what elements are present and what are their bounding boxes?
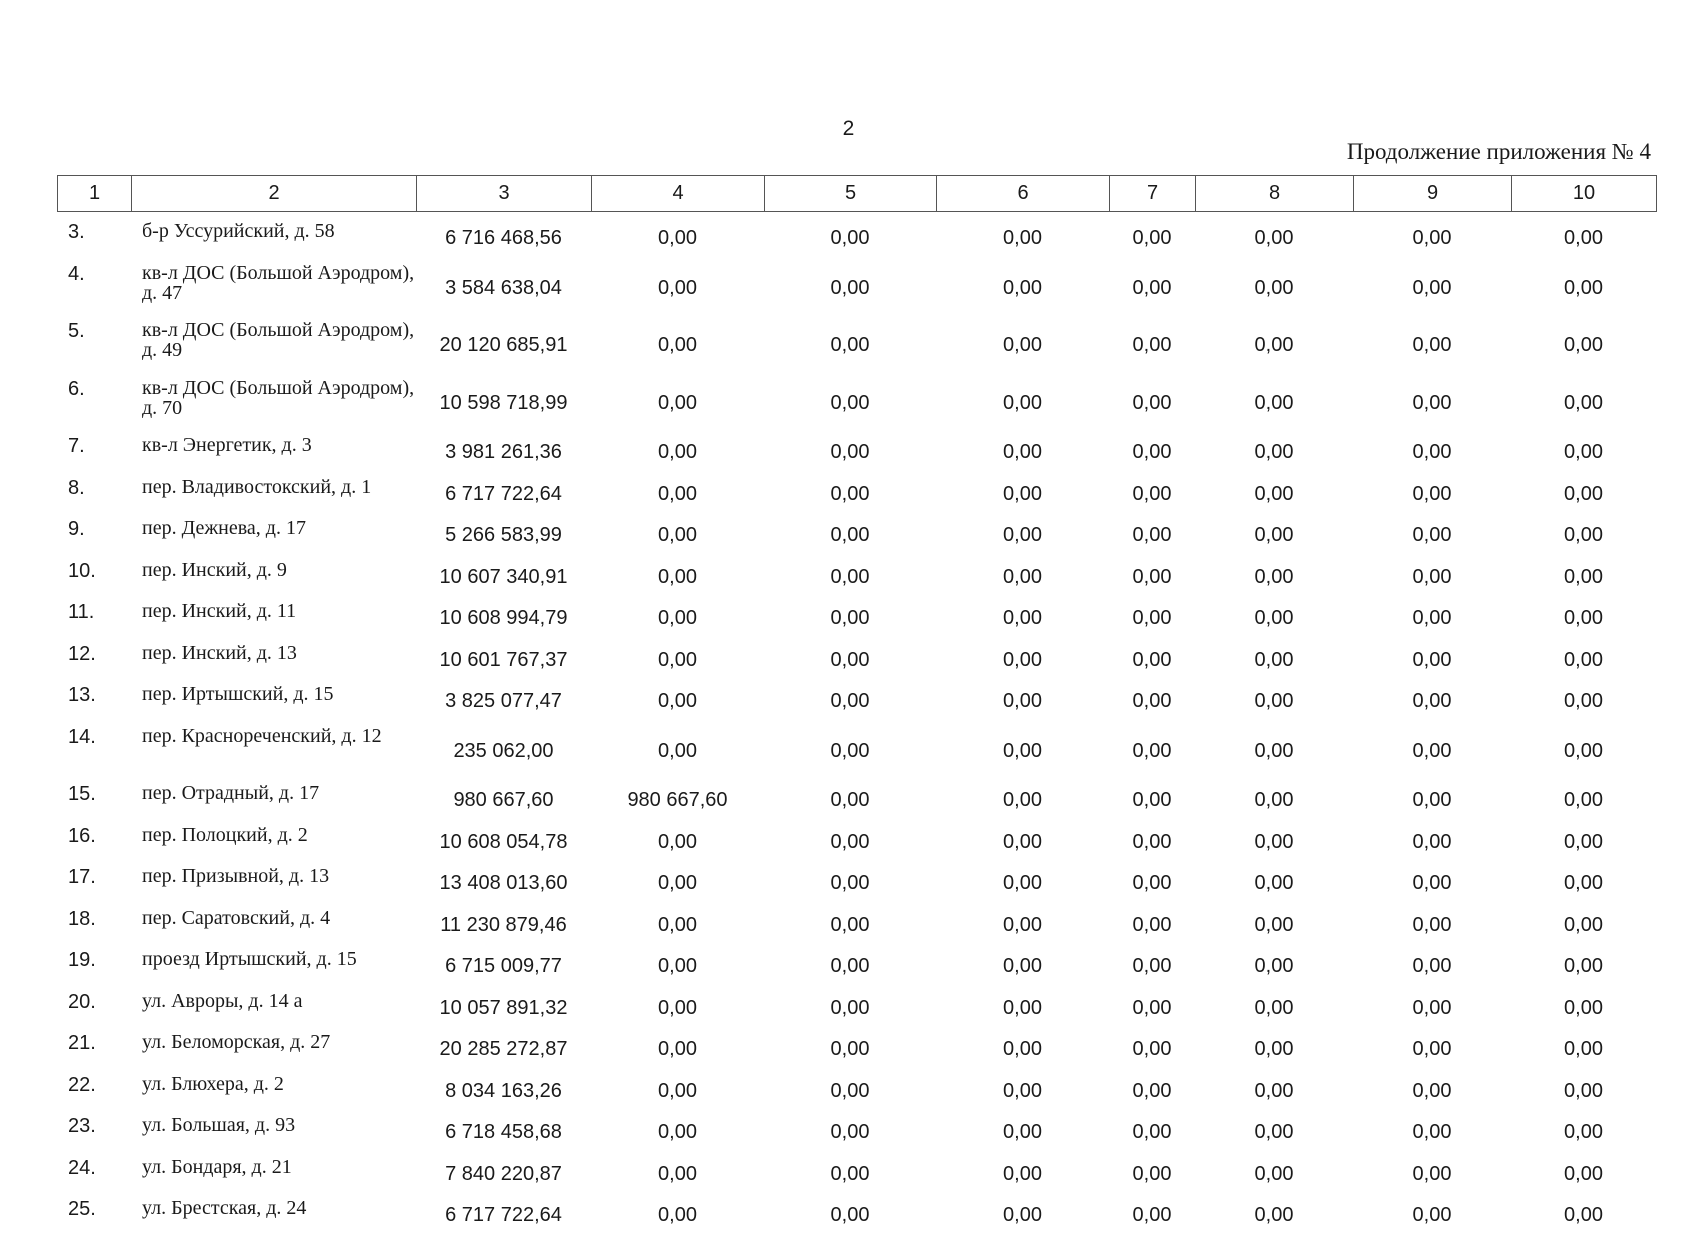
row-value: 0,00 — [1564, 739, 1603, 762]
row-value: 0,00 — [1564, 955, 1603, 978]
row-value: 0,00 — [1254, 789, 1294, 812]
row-value: 10 608 994,79 — [439, 607, 568, 630]
row-value: 0,00 — [1132, 830, 1172, 853]
table-row — [57, 216, 1656, 258]
table-row — [57, 944, 1656, 986]
row-value: 0,00 — [1564, 482, 1603, 505]
row-value: 3 825 077,47 — [445, 690, 562, 713]
row-value: 0,00 — [1132, 913, 1172, 936]
table-row — [57, 373, 1656, 431]
row-value: 0,00 — [830, 441, 870, 464]
row-number: 5. — [68, 320, 85, 342]
row-address: пер. Отрадный, д. 17 — [142, 782, 320, 804]
row-value: 0,00 — [1132, 1121, 1172, 1144]
row-value: 0,00 — [1564, 1121, 1603, 1144]
row-value: 0,00 — [1564, 789, 1603, 812]
row-value: 0,00 — [1132, 1162, 1172, 1185]
row-address: кв-л ДОС (Большой Аэродром), д. 49 — [142, 319, 415, 361]
row-value: 0,00 — [1254, 1204, 1294, 1227]
table-row — [57, 596, 1656, 638]
row-value: 0,00 — [1254, 872, 1294, 895]
column-header-row — [58, 176, 1657, 212]
row-value: 0,00 — [1254, 996, 1294, 1019]
row-value: 0,00 — [830, 227, 870, 250]
table-row — [57, 430, 1656, 472]
row-value: 0,00 — [1412, 955, 1452, 978]
row-value: 0,00 — [1254, 1079, 1294, 1102]
row-value: 0,00 — [1254, 565, 1294, 588]
row-value: 0,00 — [1564, 830, 1603, 853]
row-address: пер. Призывной, д. 13 — [142, 865, 330, 887]
row-value: 0,00 — [1564, 334, 1603, 357]
row-value: 0,00 — [1003, 1204, 1042, 1227]
row-number: 14. — [68, 725, 96, 748]
row-value: 0,00 — [1412, 334, 1452, 357]
row-value: 11 230 879,46 — [440, 913, 567, 936]
row-value: 0,00 — [1003, 334, 1042, 357]
row-address: ул. Беломорская, д. 27 — [142, 1031, 331, 1053]
row-value: 0,00 — [830, 1162, 870, 1185]
row-value: 0,00 — [1254, 441, 1294, 464]
row-value: 0,00 — [830, 830, 870, 853]
row-value: 0,00 — [1003, 1079, 1042, 1102]
table-row — [57, 820, 1656, 862]
row-value: 5 266 583,99 — [445, 524, 562, 547]
row-value: 0,00 — [1003, 391, 1042, 414]
row-value: 0,00 — [1564, 565, 1603, 588]
table-row — [57, 778, 1656, 820]
row-value: 0,00 — [1003, 441, 1042, 464]
row-value: 0,00 — [1412, 482, 1452, 505]
row-value: 3 584 638,04 — [445, 276, 562, 299]
table-row — [57, 903, 1656, 945]
table-row — [57, 861, 1656, 903]
row-address: ул. Большая, д. 93 — [142, 1114, 296, 1136]
row-value: 980 667,60 — [453, 789, 554, 812]
row-address: пер. Владивостокский, д. 1 — [142, 475, 372, 498]
row-number: 11. — [68, 601, 95, 623]
row-value: 0,00 — [1564, 391, 1603, 414]
row-value: 0,00 — [1412, 739, 1452, 762]
row-address: пер. Полоцкий, д. 2 — [142, 823, 308, 846]
row-address: кв-л ДОС (Большой Аэродром), д. 47 — [142, 261, 415, 304]
row-address: пер. Иртышский, д. 15 — [142, 683, 334, 705]
row-value: 0,00 — [1412, 690, 1452, 713]
row-value: 0,00 — [830, 955, 870, 978]
row-value: 0,00 — [1003, 955, 1042, 978]
row-value: 0,00 — [1412, 1204, 1452, 1227]
row-value: 0,00 — [1412, 648, 1452, 671]
table-row — [57, 258, 1656, 316]
row-number: 23. — [68, 1115, 96, 1137]
row-value: 0,00 — [1412, 872, 1452, 895]
row-value: 0,00 — [1564, 1204, 1603, 1227]
row-value: 0,00 — [1254, 1121, 1294, 1144]
row-number: 21. — [68, 1032, 96, 1054]
row-address: пер. Дежнева, д. 17 — [142, 517, 306, 539]
table-row — [57, 513, 1656, 555]
row-address: ул. Блюхера, д. 2 — [142, 1072, 284, 1095]
row-value: 0,00 — [1254, 1162, 1294, 1185]
row-value: 0,00 — [1564, 607, 1603, 630]
row-value: 0,00 — [1254, 690, 1294, 713]
row-value: 0,00 — [1564, 441, 1603, 464]
row-value: 0,00 — [1254, 227, 1294, 250]
row-value: 0,00 — [1254, 830, 1294, 853]
column-header: 4 — [592, 176, 765, 212]
page-number: 2 — [842, 117, 855, 140]
row-value: 0,00 — [1564, 996, 1603, 1019]
row-value: 0,00 — [830, 739, 870, 762]
table-row — [57, 721, 1656, 779]
row-value: 0,00 — [1412, 565, 1452, 588]
table-row — [57, 555, 1656, 597]
row-value: 0,00 — [1564, 690, 1603, 713]
column-header: 8 — [1196, 176, 1354, 212]
row-number: 4. — [68, 262, 85, 285]
row-value: 0,00 — [658, 996, 697, 1019]
row-value: 0,00 — [1254, 276, 1294, 299]
row-value: 0,00 — [658, 1038, 697, 1061]
row-value: 0,00 — [1412, 1121, 1452, 1144]
row-value: 0,00 — [1412, 1038, 1452, 1061]
row-value: 0,00 — [1003, 524, 1042, 547]
row-number: 15. — [68, 783, 96, 805]
row-value: 0,00 — [658, 441, 697, 464]
row-value: 0,00 — [830, 996, 870, 1019]
row-address: пер. Саратовский, д. 4 — [142, 906, 331, 929]
row-value: 0,00 — [1003, 1162, 1042, 1185]
column-header: 1 — [58, 176, 132, 212]
row-value: 10 601 767,37 — [439, 648, 568, 671]
row-value: 6 716 468,56 — [445, 227, 562, 250]
row-value: 0,00 — [658, 830, 697, 853]
row-value: 0,00 — [658, 1204, 697, 1227]
column-header: 2 — [132, 176, 417, 212]
row-value: 6 717 722,64 — [445, 1204, 562, 1227]
row-number: 19. — [68, 949, 96, 971]
row-value: 0,00 — [1003, 227, 1042, 250]
row-value: 0,00 — [1003, 690, 1042, 713]
row-value: 0,00 — [1564, 1038, 1603, 1061]
row-number: 24. — [68, 1156, 96, 1179]
row-value: 0,00 — [658, 334, 697, 357]
row-value: 0,00 — [1132, 789, 1172, 812]
row-value: 6 715 009,77 — [445, 955, 562, 978]
row-value: 0,00 — [1132, 227, 1172, 250]
row-value: 0,00 — [1564, 648, 1603, 671]
table-row — [57, 472, 1656, 514]
row-number: 9. — [68, 518, 85, 540]
row-number: 12. — [68, 642, 96, 665]
row-value: 0,00 — [1412, 996, 1452, 1019]
table-row — [57, 1152, 1656, 1194]
row-value: 0,00 — [658, 913, 697, 936]
row-address: пер. Инский, д. 13 — [142, 641, 297, 664]
row-value: 0,00 — [1132, 690, 1172, 713]
row-number: 13. — [68, 684, 96, 706]
row-value: 0,00 — [1132, 334, 1172, 357]
row-value: 0,00 — [830, 1079, 870, 1102]
row-value: 0,00 — [830, 1204, 870, 1227]
row-value: 0,00 — [1254, 739, 1294, 762]
row-value: 0,00 — [830, 913, 870, 936]
row-value: 0,00 — [1132, 391, 1172, 414]
row-value: 0,00 — [1254, 648, 1294, 671]
column-header: 6 — [937, 176, 1110, 212]
column-header: 3 — [417, 176, 592, 212]
row-value: 0,00 — [1412, 227, 1452, 250]
row-value: 0,00 — [1564, 913, 1603, 936]
row-value: 0,00 — [1254, 955, 1294, 978]
row-value: 0,00 — [1132, 1079, 1172, 1102]
row-value: 0,00 — [1412, 913, 1452, 936]
row-value: 235 062,00 — [453, 739, 554, 762]
row-number: 18. — [68, 907, 96, 930]
row-value: 0,00 — [1412, 830, 1452, 853]
row-value: 0,00 — [1003, 872, 1042, 895]
row-address: пер. Краснореченский, д. 12 — [142, 724, 382, 747]
row-value: 0,00 — [1132, 607, 1172, 630]
row-address: б-р Уссурийский, д. 58 — [142, 220, 335, 242]
row-address: ул. Авроры, д. 14 а — [142, 989, 303, 1012]
row-value: 0,00 — [830, 565, 870, 588]
row-value: 20 285 272,87 — [439, 1038, 568, 1061]
row-value: 0,00 — [1003, 1121, 1042, 1144]
row-value: 10 057 891,32 — [439, 996, 568, 1019]
row-value: 0,00 — [1254, 482, 1294, 505]
table-row — [57, 1110, 1656, 1152]
data-table — [57, 216, 1656, 1235]
row-value: 0,00 — [830, 872, 870, 895]
row-value: 0,00 — [658, 739, 697, 762]
row-address: пер. Инский, д. 11 — [142, 600, 297, 622]
row-value: 0,00 — [1412, 607, 1452, 630]
table-row — [57, 1027, 1656, 1069]
row-value: 0,00 — [1132, 739, 1172, 762]
row-value: 0,00 — [658, 955, 697, 978]
row-value: 20 120 685,91 — [439, 334, 568, 357]
table-row — [57, 638, 1656, 680]
row-value: 0,00 — [1412, 1079, 1452, 1102]
row-value: 0,00 — [1564, 872, 1603, 895]
row-value: 0,00 — [1412, 276, 1452, 299]
row-value: 0,00 — [1412, 441, 1452, 464]
row-value: 0,00 — [658, 276, 697, 299]
row-value: 0,00 — [658, 227, 697, 250]
row-value: 0,00 — [830, 524, 870, 547]
column-header: 7 — [1110, 176, 1196, 212]
column-header: 9 — [1354, 176, 1512, 212]
row-value: 0,00 — [830, 276, 870, 299]
row-value: 3 981 261,36 — [445, 441, 562, 464]
row-value: 0,00 — [1412, 1162, 1452, 1185]
row-value: 0,00 — [658, 524, 697, 547]
row-value: 0,00 — [1003, 739, 1042, 762]
table-row — [57, 1193, 1656, 1235]
row-address: ул. Брестская, д. 24 — [142, 1197, 307, 1219]
row-number: 8. — [68, 476, 85, 499]
row-value: 0,00 — [1412, 789, 1452, 812]
row-value: 0,00 — [1254, 607, 1294, 630]
row-value: 0,00 — [1132, 955, 1172, 978]
row-value: 0,00 — [1132, 648, 1172, 671]
row-address: кв-л Энергетик, д. 3 — [142, 434, 312, 456]
row-number: 22. — [68, 1073, 96, 1096]
row-value: 0,00 — [1003, 830, 1042, 853]
row-value: 0,00 — [1003, 276, 1042, 299]
table-row — [57, 315, 1656, 373]
row-value: 0,00 — [830, 648, 870, 671]
row-number: 17. — [68, 866, 96, 888]
row-value: 0,00 — [658, 482, 697, 505]
row-number: 7. — [68, 435, 85, 457]
row-value: 0,00 — [830, 690, 870, 713]
column-header: 5 — [765, 176, 937, 212]
row-number: 20. — [68, 990, 96, 1013]
row-value: 0,00 — [830, 334, 870, 357]
row-value: 0,00 — [1003, 996, 1042, 1019]
row-value: 0,00 — [1003, 565, 1042, 588]
row-value: 0,00 — [658, 1121, 697, 1144]
row-value: 0,00 — [830, 1121, 870, 1144]
row-number: 25. — [68, 1198, 96, 1220]
row-address: ул. Бондаря, д. 21 — [142, 1155, 292, 1178]
column-header-table — [57, 175, 1657, 212]
row-value: 0,00 — [1003, 648, 1042, 671]
row-value: 0,00 — [830, 482, 870, 505]
row-value: 0,00 — [658, 607, 697, 630]
row-value: 10 608 054,78 — [439, 830, 568, 853]
row-address: кв-л ДОС (Большой Аэродром), д. 70 — [142, 376, 415, 419]
row-value: 6 718 458,68 — [445, 1121, 562, 1144]
row-value: 0,00 — [830, 1038, 870, 1061]
row-value: 0,00 — [1254, 524, 1294, 547]
row-value: 0,00 — [658, 1079, 697, 1102]
row-value: 980 667,60 — [627, 789, 728, 812]
row-value: 0,00 — [830, 607, 870, 630]
row-value: 0,00 — [1003, 789, 1042, 812]
row-value: 0,00 — [1564, 1079, 1603, 1102]
row-value: 0,00 — [1132, 441, 1172, 464]
row-value: 0,00 — [1254, 913, 1294, 936]
row-value: 13 408 013,60 — [439, 872, 568, 895]
row-value: 0,00 — [830, 391, 870, 414]
column-header: 10 — [1512, 176, 1657, 212]
row-value: 0,00 — [658, 872, 697, 895]
row-value: 0,00 — [658, 565, 697, 588]
row-value: 10 607 340,91 — [439, 565, 568, 588]
row-value: 10 598 718,99 — [439, 391, 568, 414]
row-value: 0,00 — [1003, 913, 1042, 936]
row-number: 6. — [68, 377, 85, 400]
row-value: 0,00 — [1564, 276, 1603, 299]
row-address: пер. Инский, д. 9 — [142, 558, 287, 581]
row-value: 0,00 — [1003, 607, 1042, 630]
row-value: 0,00 — [1132, 276, 1172, 299]
row-value: 0,00 — [1132, 872, 1172, 895]
row-value: 0,00 — [1254, 1038, 1294, 1061]
row-value: 0,00 — [1003, 482, 1042, 505]
row-address: проезд Иртышский, д. 15 — [142, 948, 357, 970]
row-value: 7 840 220,87 — [445, 1162, 562, 1185]
row-value: 8 034 163,26 — [445, 1079, 562, 1102]
row-value: 0,00 — [658, 648, 697, 671]
row-value: 0,00 — [658, 391, 697, 414]
row-value: 0,00 — [830, 789, 870, 812]
table-row — [57, 679, 1656, 721]
row-value: 6 717 722,64 — [445, 482, 562, 505]
row-number: 3. — [68, 221, 85, 243]
row-value: 0,00 — [1132, 1038, 1172, 1061]
table-row — [57, 1069, 1656, 1111]
row-value: 0,00 — [1564, 524, 1603, 547]
row-number: 10. — [68, 559, 96, 582]
row-value: 0,00 — [1412, 524, 1452, 547]
row-value: 0,00 — [1132, 565, 1172, 588]
row-value: 0,00 — [1254, 334, 1294, 357]
row-value: 0,00 — [1412, 391, 1452, 414]
row-value: 0,00 — [1132, 482, 1172, 505]
row-value: 0,00 — [1254, 391, 1294, 414]
row-number: 16. — [68, 824, 96, 847]
row-value: 0,00 — [1132, 1204, 1172, 1227]
row-value: 0,00 — [658, 1162, 697, 1185]
table-body — [57, 216, 1656, 1235]
row-value: 0,00 — [1003, 1038, 1042, 1061]
row-value: 0,00 — [1564, 227, 1603, 250]
row-value: 0,00 — [1132, 524, 1172, 547]
row-value: 0,00 — [658, 690, 697, 713]
continuation-label: Продолжение приложения № 4 — [1346, 139, 1651, 164]
row-value: 0,00 — [1132, 996, 1172, 1019]
table-row — [57, 986, 1656, 1028]
row-value: 0,00 — [1564, 1162, 1603, 1185]
